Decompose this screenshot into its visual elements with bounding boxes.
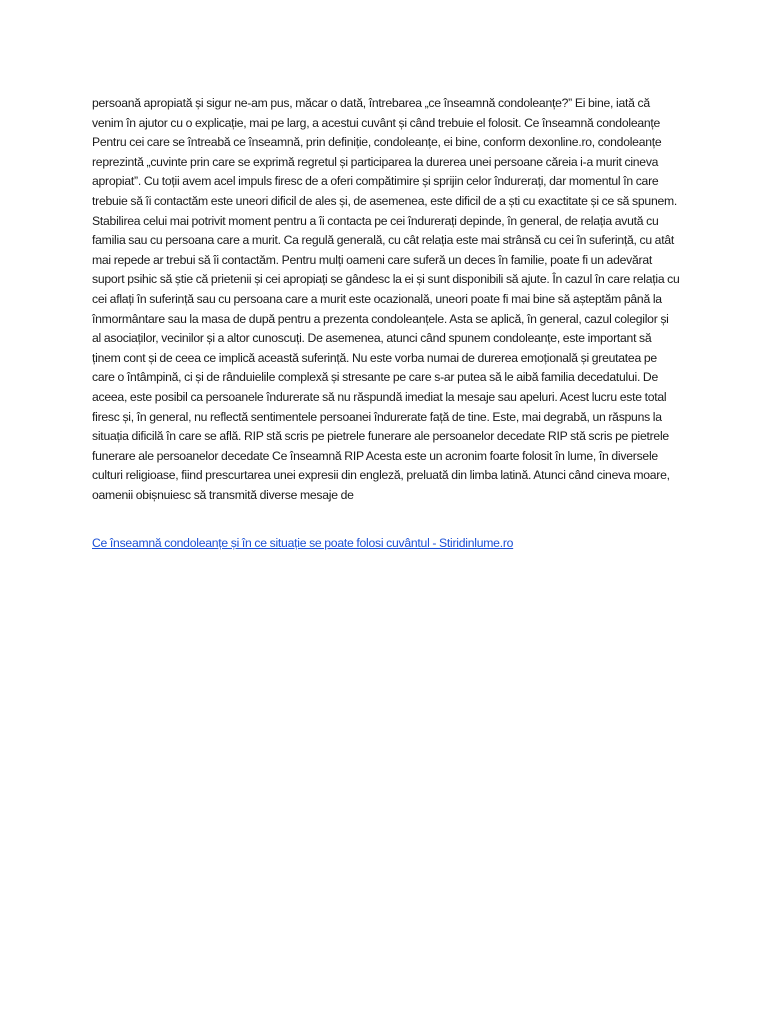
source-link[interactable]: Ce înseamnă condoleanțe și în ce situație se poate folosi cuvântul - Stiridinlume.ro: [92, 536, 514, 550]
article-paragraph: persoană apropiată și sigur ne-am pus, măcar o dată, întrebarea „ce înseamnă condoleanțe?” Ei bine, iată că venim în ajutor cu o explicație, mai pe larg, a acestui cuvânt și când trebuie el folosit. Ce înseamnă condoleanțe Pentru cei care se întreabă ce înseamnă, prin definiție, condoleanțe, ei bine, conform dexonline.ro, condoleanțe reprezintă „cuvinte prin care se exprimă regretul și participarea la durerea unei persoane căreia i-a murit cineva apropiat”. Cu toții avem acel impuls firesc de a oferi compătimire și sprijin celor îndurerați, dar momentul în care trebuie să îi contactăm este uneori dificil de ales și, de asemenea, este dificil de a ști cu exactitate și ce să spunem. Stabilirea celui mai potrivit moment pentru a îi contacta pe cei îndurerați depinde, în general, de relația avută cu familia sau cu persoana care a murit. Ca regulă generală, cu cât relația este mai strânsă cu cei în suferință, cu atât mai repede ar trebui să îi contactăm. Pentru mulți oameni care suferă un deces în familie, poate fi un adevărat suport psihic să știe că prietenii și cei apropiați se gândesc la ei și sunt disponibili să ajute. În cazul în care relația cu cei aflați în suferință sau cu persoana care a murit este ocazională, uneori poate fi mai bine să așteptăm până la înmormântare sau la masa de după pentru a prezenta condoleanțele. Asta se aplică, în general, cazul colegilor și al asociaților, vecinilor și a altor cunoscuți. De asemenea, atunci când spunem condoleanțe, este important să ținem cont și de ceea ce implică această suferință. Nu este vorba numai de durerea emoțională și greutatea pe care o întâmpină, ci și de rânduielile complexă și stresante pe care s-ar putea să le aibă familia decedatului. De aceea, este posibil ca persoanele îndurerate să nu răspundă imediat la mesaje sau apeluri. Acest lucru este total firesc și, în general, nu reflectă sentimentele persoanei îndurerate față de tine. Este, mai degrabă, un răspuns la situația dificilă în care se află. RIP stă scris pe pietrele funerare ale persoanelor decedate RIP stă scris pe pietrele funerare ale persoanelor decedate Ce înseamnă RIP Acesta este un acronim foarte folosit în lume, în diversele culturi religioase, fiind prescurtarea unei expresii din engleză, preluată din limba latină. Atunci când cineva moare, oamenii obișnuiesc să transmită diverse mesaje de: [92, 96, 680, 502]
